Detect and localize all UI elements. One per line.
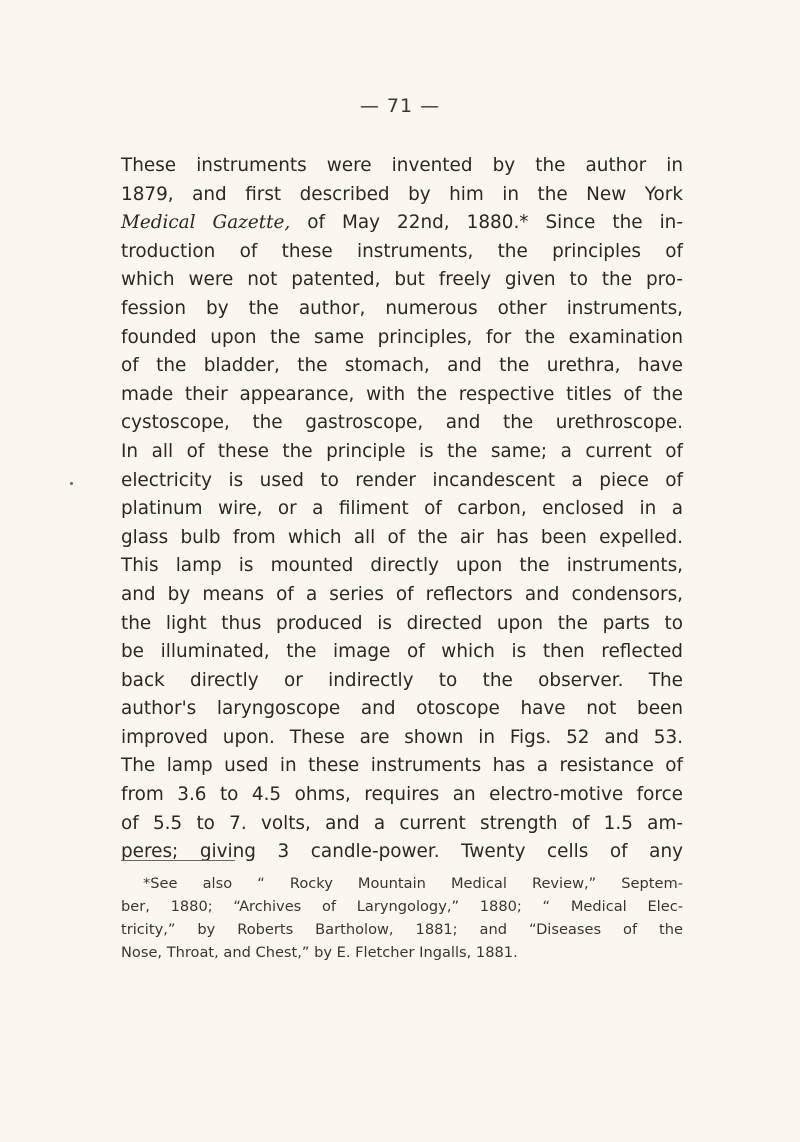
body-line: fession by the author, numerous other instruments, — [121, 297, 683, 319]
footnote-line: tricity,” by Roberts Bartholow, 1881; and “Diseases of the — [121, 921, 683, 938]
body-line: back directly or indirectly to the observer. The — [121, 669, 683, 691]
body-line: made their appearance, with the respective titles of the — [121, 383, 683, 405]
body-line: of 5.5 to 7. volts, and a current strength of 1.5 am- — [121, 812, 683, 834]
body-line: This lamp is mounted directly upon the instruments, — [121, 555, 683, 577]
body-line: founded upon the same principles, for the examination — [121, 326, 683, 348]
footnote-line: ber, 1880; “Archives of Laryngology,” 1880; “ Medical Elec- — [121, 898, 683, 915]
body-line: from 3.6 to 4.5 ohms, requires an electro-motive force — [121, 784, 683, 806]
body-line: improved upon. These are shown in Figs. 52 and 53. — [121, 726, 683, 748]
footnote-line: Nose, Throat, and Chest,” by E. Fletcher Ingalls, 1881. — [121, 944, 518, 961]
footnote-line: *See also “ Rocky Mountain Medical Review,” Septem- — [143, 875, 683, 892]
body-line: In all of these the principle is the same; a current of — [121, 440, 683, 462]
body-line: of the bladder, the stomach, and the urethra, have — [121, 355, 683, 377]
body-line: electricity is used to render incandescent a piece of — [121, 469, 683, 491]
body-line: which were not patented, but freely given to the pro- — [121, 269, 683, 291]
body-line: glass bulb from which all of the air has been expelled. — [121, 526, 683, 548]
body-line: the light thus produced is directed upon the parts to — [121, 612, 683, 634]
margin-mark — [70, 482, 73, 485]
body-paragraph — [121, 152, 683, 867]
page-number: — 71 — — [359, 95, 441, 117]
body-line: peres; giving 3 candle-power. Twenty cells of any — [121, 841, 683, 863]
footnote — [121, 872, 683, 964]
body-line: troduction of these instruments, the principles of — [121, 240, 683, 262]
body-line: 1879, and first described by him in the New York — [121, 183, 683, 205]
body-line: be illuminated, the image of which is then reflected — [121, 641, 683, 663]
footnote-divider — [121, 860, 235, 861]
body-line: author's laryngoscope and otoscope have not been — [121, 698, 683, 720]
body-line: These instruments were invented by the author in — [121, 155, 683, 176]
body-line: platinum wire, or a filiment of carbon, enclosed in a — [121, 498, 683, 520]
body-line: and by means of a series of reflectors and condensors, — [121, 583, 683, 605]
body-line: The lamp used in these instruments has a resistance of — [121, 755, 683, 777]
journal-title: Medical Gazette, — [121, 212, 291, 234]
body-line-with-journal — [121, 209, 683, 238]
body-line: cystoscope, the gastroscope, and the urethroscope. — [121, 412, 683, 434]
body-line-rest: of May 22nd, 1880.* Since the in- — [307, 212, 683, 234]
